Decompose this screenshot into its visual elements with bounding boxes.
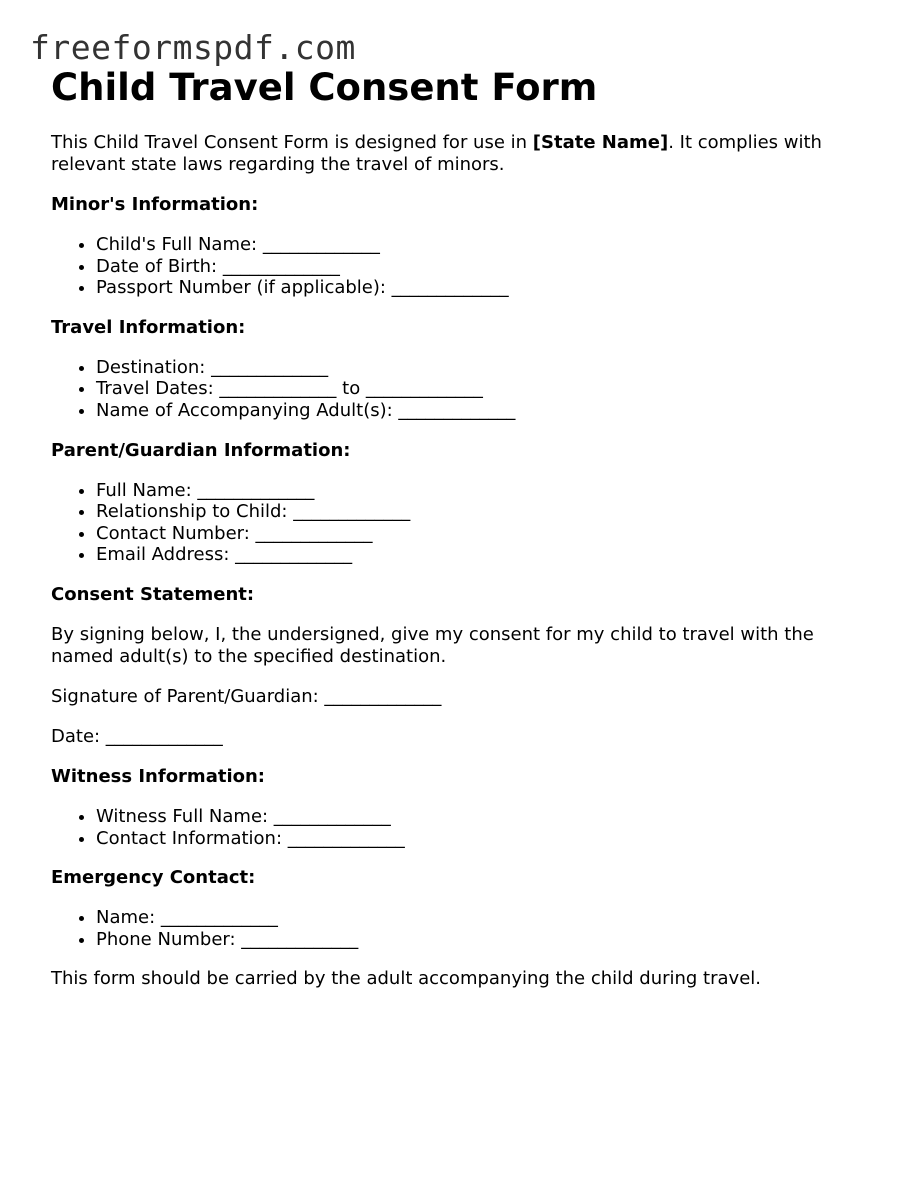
state-name-placeholder: [State Name] [532, 132, 669, 153]
list-item: • Email Address: _____________ [96, 544, 881, 566]
intro-text-after: . It complies with relevant state laws regarding the travel of minors. [51, 132, 822, 175]
list-item: • Relationship to Child: _____________ [96, 501, 881, 523]
guardian-signature-line: Signature of Parent/Guardian: _____________ [51, 685, 442, 707]
list-item: • Travel Dates: _____________ to _____________ [96, 378, 881, 400]
consent-heading: Consent Statement: [51, 583, 255, 605]
consent-statement: By signing below, I, the undersigned, give my consent for my child to travel with the named adult(s) to the specified destination. [51, 623, 814, 667]
emergency-contact-heading: Emergency Contact: [51, 867, 256, 889]
form-document [51, 64, 881, 990]
list-item: • Phone Number: _____________ [96, 929, 881, 951]
travel-info-list [51, 357, 881, 422]
guardian-info-list [51, 480, 881, 566]
emergency-contact-list [51, 907, 881, 950]
list-item: • Destination: _____________ [96, 357, 881, 379]
witness-info-list [51, 806, 881, 849]
list-item: • Name: _____________ [96, 907, 881, 929]
date-line: Date: _____________ [51, 725, 223, 747]
minor-info-list [51, 234, 881, 299]
list-item: • Name of Accompanying Adult(s): _____________ [96, 400, 881, 422]
minor-info-heading: Minor's Information: [51, 194, 259, 215]
list-item: • Full Name: _____________ [96, 480, 881, 502]
footer-note: This form should be carried by the adult accompanying the child during travel. [51, 968, 761, 990]
intro-text-before: This Child Travel Consent Form is designed for use in [51, 132, 533, 153]
travel-info-heading: Travel Information: [51, 316, 246, 338]
page-title: Child Travel Consent Form [51, 66, 598, 109]
site-watermark: freeformspdf.com [30, 28, 356, 67]
list-item: • Contact Information: _____________ [96, 828, 881, 850]
guardian-info-heading: Parent/Guardian Information: [51, 439, 351, 461]
intro-paragraph [51, 132, 881, 176]
list-item: • Date of Birth: _____________ [96, 256, 881, 278]
list-item: • Witness Full Name: _____________ [96, 806, 881, 828]
list-item: • Passport Number (if applicable): _____________ [96, 277, 881, 299]
witness-info-heading: Witness Information: [51, 765, 265, 787]
list-item: • Contact Number: _____________ [96, 523, 881, 545]
list-item: • Child's Full Name: _____________ [96, 234, 881, 256]
